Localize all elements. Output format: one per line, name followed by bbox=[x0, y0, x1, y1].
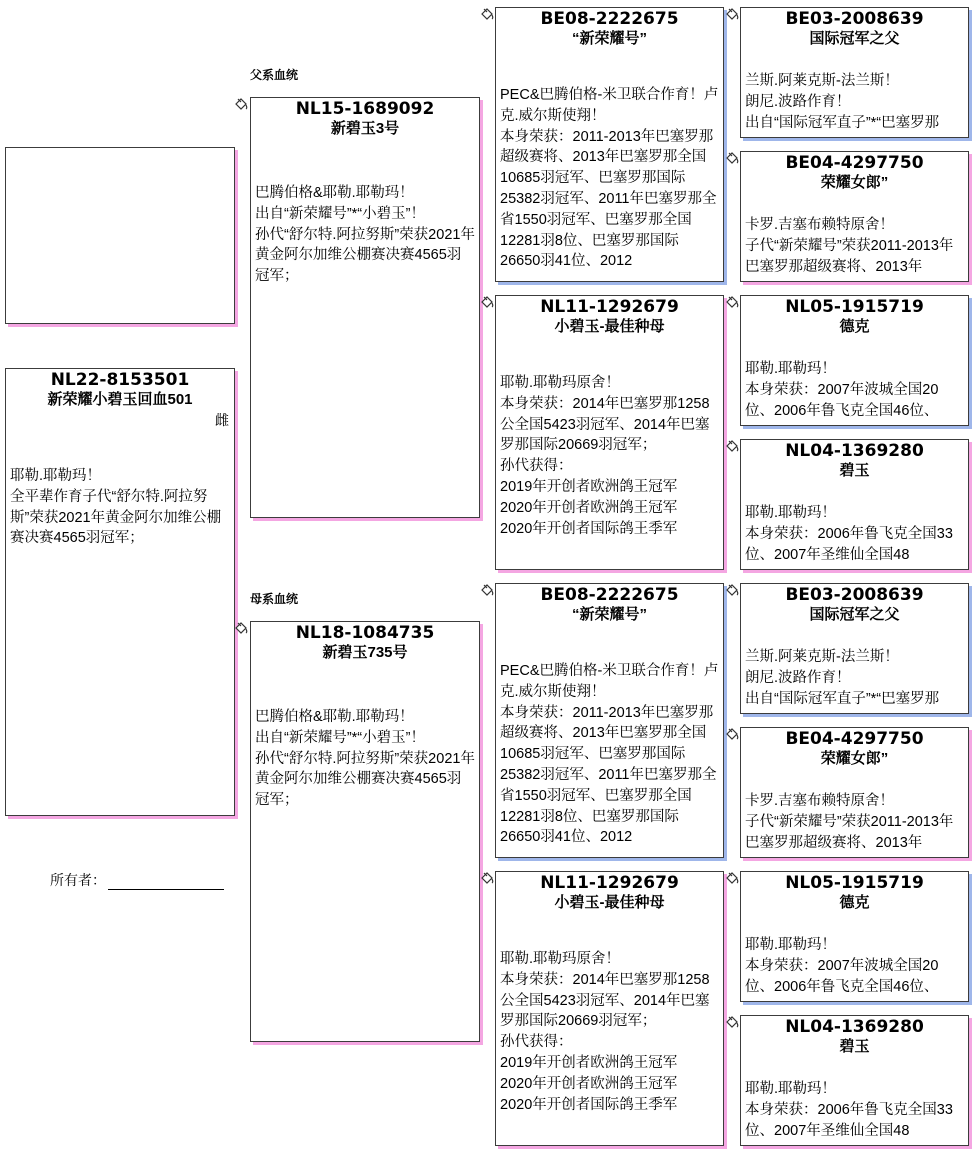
granddam-paternal-description: 耶勒.耶勒玛原舍！ 本身荣获：2014年巴塞罗那1258公全国5423羽冠军、2014年巴塞罗那国际20669羽冠军； 孙代获得： 2019年开创者欧洲鸽王冠军 2020年开创者欧洲鸽王冠军 2020年开创者国际鸽王季军 bbox=[500, 375, 710, 537]
dam-line-label: 母系血统 bbox=[250, 592, 299, 606]
granddam-maternal-description: 耶勒.耶勒玛原舍！ 本身荣获：2014年巴塞罗那1258公全国5423羽冠军、2014年巴塞罗那国际20669羽冠军； 孙代获得： 2019年开创者欧洲鸽王冠军 2020年开创者欧洲鸽王冠军 2020年开创者国际鸽王季军 bbox=[500, 951, 710, 1113]
paint-bucket-icon[interactable] bbox=[724, 152, 739, 167]
subject-description: 耶勒.耶勒玛！ 全平辈作育子代“舒尔特.阿拉努斯”荣获2021年黄金阿尔加维公棚赛决赛4565羽冠军； bbox=[10, 468, 222, 547]
ancestor-6-ring-number: BE04-4297750 bbox=[785, 729, 924, 749]
dam-card bbox=[250, 621, 480, 1042]
ancestor-3-description: 耶勒.耶勒玛！ 本身荣获：2007年波城全国20位、2006年鲁飞克全国46位、 bbox=[745, 361, 939, 419]
paint-bucket-icon[interactable] bbox=[479, 296, 494, 311]
granddam-maternal-name: 小碧玉-最佳种母 bbox=[554, 894, 665, 911]
ancestor-card-8 bbox=[740, 1015, 969, 1146]
granddam-paternal-ring-number: NL11-1292679 bbox=[540, 297, 679, 317]
paint-bucket-icon[interactable] bbox=[233, 98, 248, 113]
ancestor-3-name: 德克 bbox=[839, 318, 870, 335]
ancestor-card-2 bbox=[740, 151, 969, 282]
paint-bucket-icon[interactable] bbox=[724, 296, 739, 311]
granddam-paternal-name: 小碧玉-最佳种母 bbox=[554, 318, 665, 335]
paint-bucket-icon[interactable] bbox=[479, 872, 494, 887]
paint-bucket-icon[interactable] bbox=[724, 872, 739, 887]
ancestor-2-description: 卡罗.吉塞布赖特原舍！ 子代“新荣耀号”荣获2011-2013年巴塞罗那超级赛将、2013年 bbox=[745, 217, 954, 275]
grandsire-paternal-description: PEC&巴腾伯格-米卫联合作育！卢克.威尔斯使翔！ 本身荣获：2011-2013年巴塞罗那超级赛将、2013年巴塞罗那全国10685羽冠军、巴塞罗那国际25382羽冠军、2011年巴塞罗那全省1550羽冠军、巴塞罗那全国12281羽8位、巴塞罗那国际26650羽41位、2012 bbox=[500, 87, 719, 270]
ancestor-5-name: 国际冠军之父 bbox=[809, 606, 900, 623]
dam-description: 巴腾伯格&耶勒.耶勒玛！ 出自“新荣耀号”*“小碧玉”！ 孙代“舒尔特.阿拉努斯”荣获2021年黄金阿尔加维公棚赛决赛4565羽冠军； bbox=[255, 709, 475, 809]
ancestor-7-description: 耶勒.耶勒玛！ 本身荣获：2007年波城全国20位、2006年鲁飞克全国46位、 bbox=[745, 937, 939, 995]
grandsire-maternal-name: “新荣耀号” bbox=[571, 606, 647, 623]
grandsire-maternal-description: PEC&巴腾伯格-米卫联合作育！卢克.威尔斯使翔！ 本身荣获：2011-2013年巴塞罗那超级赛将、2013年巴塞罗那全国10685羽冠军、巴塞罗那国际25382羽冠军、2011年巴塞罗那全省1550羽冠军、巴塞罗那全国12281羽8位、巴塞罗那国际26650羽41位、2012 bbox=[500, 663, 719, 846]
ancestor-card-7 bbox=[740, 871, 969, 1002]
paint-bucket-icon[interactable] bbox=[233, 622, 248, 637]
ancestor-8-ring-number: NL04-1369280 bbox=[785, 1017, 924, 1037]
ancestor-1-ring-number: BE03-2008639 bbox=[785, 9, 924, 29]
ancestor-card-6 bbox=[740, 727, 969, 858]
granddam-maternal-card bbox=[495, 871, 724, 1146]
dam-name: 新碧玉735号 bbox=[322, 644, 408, 661]
granddam-maternal-ring-number: NL11-1292679 bbox=[540, 873, 679, 893]
ancestor-4-name: 碧玉 bbox=[839, 462, 870, 479]
ancestor-card-4 bbox=[740, 439, 969, 570]
paint-bucket-icon[interactable] bbox=[724, 728, 739, 743]
subject-ring-number: NL22-8153501 bbox=[50, 370, 190, 390]
paint-bucket-icon[interactable] bbox=[724, 8, 739, 23]
granddam-paternal-card bbox=[495, 295, 724, 570]
sire-card bbox=[250, 97, 480, 518]
ancestor-8-name: 碧玉 bbox=[839, 1038, 870, 1055]
ancestor-card-3 bbox=[740, 295, 969, 426]
grandsire-paternal-card bbox=[495, 7, 724, 282]
sire-description: 巴腾伯格&耶勒.耶勒玛！ 出自“新荣耀号”*“小碧玉”！ 孙代“舒尔特.阿拉努斯”荣获2021年黄金阿尔加维公棚赛决赛4565羽冠军； bbox=[255, 185, 475, 285]
grandsire-maternal-card bbox=[495, 583, 724, 858]
ancestor-5-description: 兰斯.阿莱克斯-法兰斯！ 朗尼.波路作育！ 出自“国际冠军直子”*“巴塞罗那 bbox=[745, 649, 940, 707]
paint-bucket-icon[interactable] bbox=[479, 8, 494, 23]
ancestor-2-ring-number: BE04-4297750 bbox=[785, 153, 924, 173]
paint-bucket-icon[interactable] bbox=[724, 1016, 739, 1031]
paint-bucket-icon[interactable] bbox=[724, 584, 739, 599]
ancestor-7-ring-number: NL05-1915719 bbox=[785, 873, 924, 893]
ancestor-card-5 bbox=[740, 583, 969, 714]
owner-label: 所有者： bbox=[50, 872, 106, 888]
photo-placeholder bbox=[5, 147, 235, 324]
subject-sex: 雌 bbox=[215, 412, 229, 428]
paint-bucket-icon[interactable] bbox=[724, 440, 739, 455]
ancestor-2-name: 荣耀女郎” bbox=[820, 174, 889, 191]
sire-name: 新碧玉3号 bbox=[330, 120, 400, 137]
owner-field bbox=[50, 870, 224, 890]
ancestor-6-name: 荣耀女郎” bbox=[820, 750, 889, 767]
ancestor-8-description: 耶勒.耶勒玛！ 本身荣获：2006年鲁飞克全国33位、2007年圣维仙全国48 bbox=[745, 1081, 953, 1139]
ancestor-6-description: 卡罗.吉塞布赖特原舍！ 子代“新荣耀号”荣获2011-2013年巴塞罗那超级赛将、2013年 bbox=[745, 793, 954, 851]
ancestor-3-ring-number: NL05-1915719 bbox=[785, 297, 924, 317]
paint-bucket-icon[interactable] bbox=[479, 584, 494, 599]
owner-underline[interactable] bbox=[108, 875, 224, 890]
dam-ring-number: NL18-1084735 bbox=[295, 623, 435, 643]
grandsire-paternal-name: “新荣耀号” bbox=[571, 30, 647, 47]
subject-name: 新荣耀小碧玉回血501 bbox=[47, 391, 193, 408]
grandsire-paternal-ring-number: BE08-2222675 bbox=[540, 9, 679, 29]
sire-ring-number: NL15-1689092 bbox=[295, 99, 435, 119]
ancestor-1-description: 兰斯.阿莱克斯-法兰斯！ 朗尼.波路作育！ 出自“国际冠军直子”*“巴塞罗那 bbox=[745, 73, 940, 131]
grandsire-maternal-ring-number: BE08-2222675 bbox=[540, 585, 679, 605]
subject-card bbox=[5, 368, 235, 816]
sire-line-label: 父系血统 bbox=[250, 68, 299, 82]
ancestor-4-description: 耶勒.耶勒玛！ 本身荣获：2006年鲁飞克全国33位、2007年圣维仙全国48 bbox=[745, 505, 953, 563]
ancestor-card-1 bbox=[740, 7, 969, 138]
ancestor-1-name: 国际冠军之父 bbox=[809, 30, 900, 47]
ancestor-5-ring-number: BE03-2008639 bbox=[785, 585, 924, 605]
ancestor-7-name: 德克 bbox=[839, 894, 870, 911]
ancestor-4-ring-number: NL04-1369280 bbox=[785, 441, 924, 461]
